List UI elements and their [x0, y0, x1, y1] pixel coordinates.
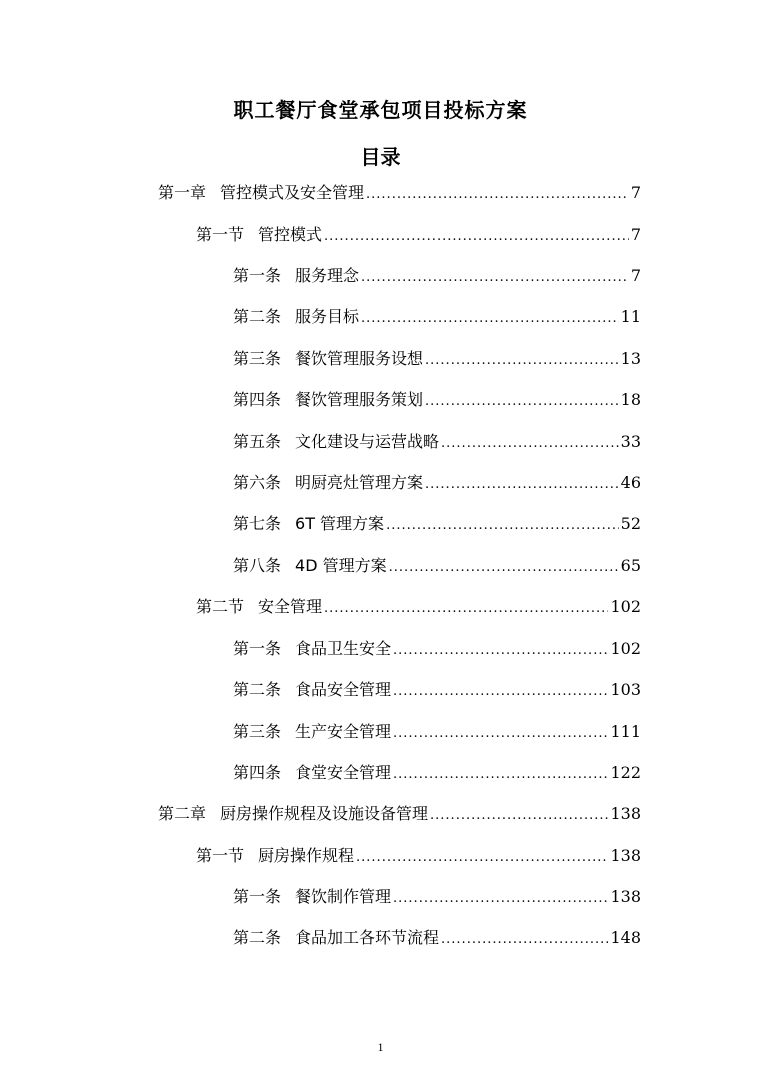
toc-entry-article[interactable]	[233, 509, 641, 539]
toc-leader-dots	[425, 346, 619, 376]
toc-entry-section[interactable]	[196, 841, 641, 871]
toc-entry-article[interactable]	[233, 261, 641, 291]
toc-entry-page: 102	[610, 597, 641, 616]
toc-entry-page: 103	[610, 680, 641, 699]
toc-entry-title: 6T 管理方案	[295, 514, 385, 533]
toc-entry-page: 138	[610, 804, 641, 823]
toc-entry-title: 厨房操作规程及设施设备管理	[220, 804, 429, 823]
toc-entry-number: 第五条	[233, 432, 282, 451]
toc-entry-article[interactable]	[233, 758, 641, 788]
toc-entry-page: 46	[620, 473, 641, 492]
toc-entry-number: 第三条	[233, 349, 282, 368]
toc-leader-dots	[393, 636, 608, 666]
toc-entry-article[interactable]	[233, 675, 641, 705]
page-number: 1	[377, 1040, 384, 1054]
toc-leader-dots	[361, 263, 629, 293]
toc-entry-article[interactable]	[233, 634, 641, 664]
toc-entry-article[interactable]	[233, 427, 641, 457]
toc-entry-section[interactable]	[196, 592, 641, 622]
toc-entry-article[interactable]	[233, 302, 641, 332]
toc-entry-number: 第一条	[233, 887, 282, 906]
toc-leader-dots	[324, 222, 629, 252]
toc-entry-page: 111	[610, 722, 641, 741]
toc-entry-title: 文化建设与运营战略	[295, 432, 440, 451]
toc-entry-page: 102	[610, 639, 641, 658]
toc-entry-title: 管控模式及安全管理	[220, 183, 365, 202]
toc-entry-title: 餐饮管理服务策划	[295, 390, 424, 409]
toc-entry-article[interactable]	[233, 882, 641, 912]
toc-entry-number: 第二节	[196, 597, 245, 616]
toc-entry-title: 餐饮制作管理	[295, 887, 392, 906]
toc-leader-dots	[324, 594, 608, 624]
toc-entry-number: 第七条	[233, 514, 282, 533]
toc-entry-title: 食品卫生安全	[295, 639, 392, 658]
toc-entry-article[interactable]	[233, 385, 641, 415]
toc-leader-dots	[366, 180, 629, 210]
toc-entry-title: 食堂安全管理	[295, 763, 392, 782]
toc-entry-article[interactable]	[233, 923, 641, 953]
toc-entry-title: 管控模式	[258, 225, 323, 244]
toc-entry-page: 7	[630, 183, 641, 202]
toc-entry-article[interactable]	[233, 344, 641, 374]
toc-leader-dots	[425, 470, 619, 500]
toc-leader-dots	[425, 387, 619, 417]
toc-entry-page: 11	[620, 307, 641, 326]
toc-leader-dots	[393, 760, 608, 790]
toc-entry-page: 7	[630, 266, 641, 285]
toc-heading: 目录	[360, 145, 401, 169]
toc-entry-title: 4D 管理方案	[295, 556, 387, 575]
toc-leader-dots	[430, 801, 608, 831]
toc-entry-title: 安全管理	[258, 597, 323, 616]
toc-entry-number: 第一条	[233, 639, 282, 658]
toc-entry-page: 52	[620, 514, 641, 533]
toc-entry-number: 第四条	[233, 763, 282, 782]
toc-entry-title: 生产安全管理	[295, 722, 392, 741]
toc-entry-article[interactable]	[233, 551, 641, 581]
toc-entry-page: 33	[620, 432, 641, 451]
toc-entry-title: 厨房操作规程	[258, 846, 355, 865]
toc-entry-page: 18	[620, 390, 641, 409]
toc-leader-dots	[393, 884, 608, 914]
toc-entry-title: 服务目标	[295, 307, 360, 326]
toc-leader-dots	[393, 719, 608, 749]
toc-entry-title: 食品加工各环节流程	[295, 928, 440, 947]
toc-leader-dots	[361, 304, 619, 334]
toc-entry-number: 第三条	[233, 722, 282, 741]
toc-entry-title: 餐饮管理服务设想	[295, 349, 424, 368]
toc-entry-article[interactable]	[233, 468, 641, 498]
toc-entry-number: 第二条	[233, 680, 282, 699]
toc-entry-number: 第二条	[233, 928, 282, 947]
toc-leader-dots	[356, 843, 608, 873]
toc-entry-section[interactable]	[196, 220, 641, 250]
toc-entry-title: 服务理念	[295, 266, 360, 285]
toc-leader-dots	[389, 553, 619, 583]
toc-leader-dots	[441, 925, 608, 955]
toc-entry-number: 第六条	[233, 473, 282, 492]
toc-entry-title: 食品安全管理	[295, 680, 392, 699]
toc-entry-page: 148	[610, 928, 641, 947]
toc-leader-dots	[386, 511, 619, 541]
toc-entry-number: 第二章	[158, 804, 207, 823]
toc-entry-title: 明厨亮灶管理方案	[295, 473, 424, 492]
toc-entry-number: 第一条	[233, 266, 282, 285]
toc-entry-number: 第八条	[233, 556, 282, 575]
toc-entry-article[interactable]	[233, 717, 641, 747]
toc-entry-page: 7	[630, 225, 641, 244]
toc-entry-chapter[interactable]	[158, 799, 641, 829]
toc-entry-page: 138	[610, 887, 641, 906]
document-title: 职工餐厅食堂承包项目投标方案	[233, 98, 528, 122]
toc-entry-page: 138	[610, 846, 641, 865]
toc-entry-page: 122	[610, 763, 641, 782]
toc-entry-number: 第一节	[196, 846, 245, 865]
toc-entry-number: 第一节	[196, 225, 245, 244]
toc-entry-number: 第一章	[158, 183, 207, 202]
toc-entry-number: 第四条	[233, 390, 282, 409]
toc-entry-page: 65	[620, 556, 641, 575]
toc-leader-dots	[441, 429, 619, 459]
toc-entry-chapter[interactable]	[158, 178, 641, 208]
toc-leader-dots	[393, 677, 608, 707]
toc-entry-page: 13	[620, 349, 641, 368]
toc-entry-number: 第二条	[233, 307, 282, 326]
